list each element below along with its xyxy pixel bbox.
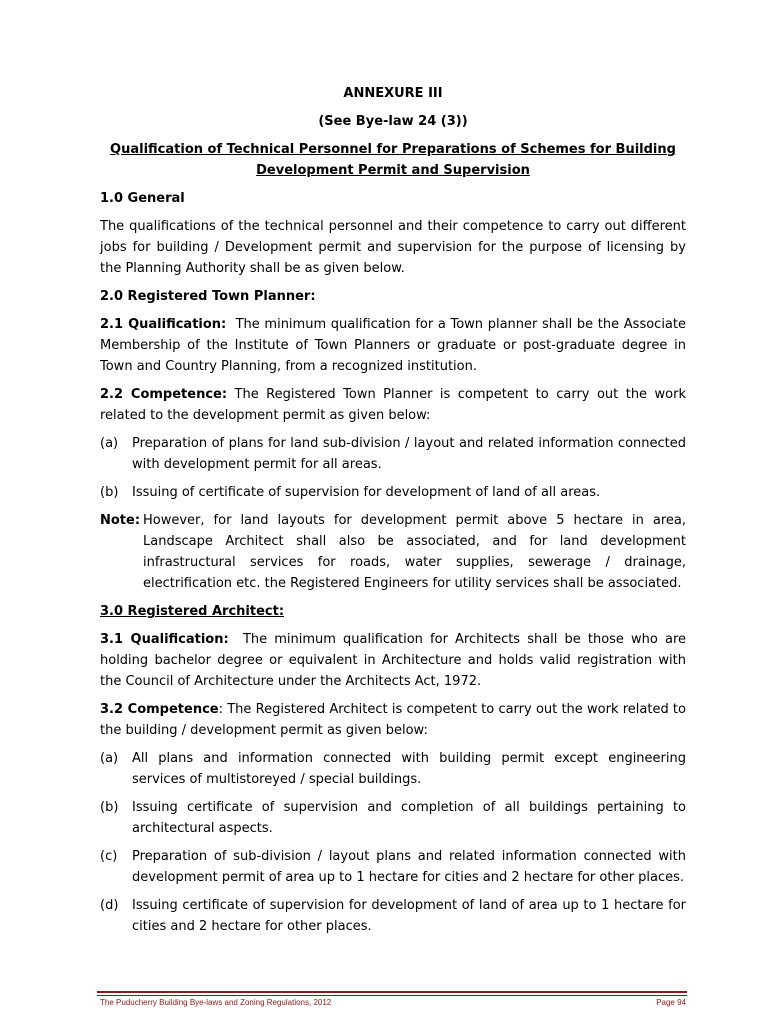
section-3-2-text: : The Registered Architect is competent to carry out the work related to the building / development permit as given below: xyxy=(100,702,686,738)
list-item xyxy=(100,482,686,503)
section-3-2-label: 3.2 Competence xyxy=(100,702,219,717)
section-2-heading: 2.0 Registered Town Planner: xyxy=(100,289,316,304)
document-title-line2: Development Permit and Supervision xyxy=(256,163,530,178)
list-item-text: Preparation of plans for land sub-division / layout and related information connected with development permit for all areas. xyxy=(132,436,686,472)
note-text: However, for land layouts for development permit above 5 hectare in area, Landscape Architect shall also be associated, and for land development infrastructural services for roads, water supplies, sewerage / drainage, electrification etc. the Registered Engineers for utility services shall be associated. xyxy=(143,513,686,591)
list-item-text: All plans and information connected with building permit except engineering services of multistoreyed / special buildings. xyxy=(132,751,686,787)
list-item-text: Issuing certificate of supervision and completion of all buildings pertaining to architectural aspects. xyxy=(132,800,686,836)
section-2-2-label: 2.2 Competence: xyxy=(100,387,228,402)
list-item-label: (d) xyxy=(100,898,119,913)
list-item-label: (a) xyxy=(100,751,119,766)
section-2-1-text: The minimum qualification for a Town planner shall be the Associate Membership of the Institute of Town Planners or graduate or post-graduate degree in Town and Country Planning, from a recognized institution. xyxy=(100,317,686,374)
list-item-label: (b) xyxy=(100,800,119,815)
section-2-1-label: 2.1 Qualification: xyxy=(100,317,227,332)
section-1-heading: 1.0 General xyxy=(100,191,185,206)
section-3-1-label: 3.1 Qualification: xyxy=(100,632,229,647)
section-1-text: The qualifications of the technical personnel and their competence to carry out different jobs for building / Development permit and supervision for the purpose of licensing by the Planning Authority shall be as given below. xyxy=(100,219,686,276)
list-item-text: Issuing certificate of supervision for development of land of area up to 1 hectare for cities and 2 hectare for other places. xyxy=(132,898,686,934)
section-3-1-paragraph xyxy=(100,629,686,692)
section-2-1-paragraph xyxy=(100,314,686,377)
section-3-2-paragraph xyxy=(100,699,686,741)
footer-rule-thin xyxy=(97,995,687,996)
list-item-label: (a) xyxy=(100,436,119,451)
section-2-2-text: The Registered Town Planner is competent to carry out the work related to the development permit as given below: xyxy=(100,387,686,423)
page-footer xyxy=(100,998,686,1007)
list-item xyxy=(100,797,686,839)
bye-law-reference: (See Bye-law 24 (3)) xyxy=(318,114,468,129)
note xyxy=(100,510,686,594)
section-2-2-paragraph xyxy=(100,384,686,426)
list-item xyxy=(100,895,686,937)
document-title-line1: Qualification of Technical Personnel for Preparations of Schemes for Building xyxy=(110,142,676,157)
page-number: Page 94 xyxy=(656,998,686,1007)
document-page xyxy=(100,80,686,937)
section-3-heading: 3.0 Registered Architect: xyxy=(100,604,285,619)
list-item-label: (c) xyxy=(100,849,118,864)
list-item xyxy=(100,433,686,475)
list-item-text: Issuing of certificate of supervision for development of land of all areas. xyxy=(132,485,601,500)
list-item-label: (b) xyxy=(100,485,119,500)
footer-rule xyxy=(97,991,687,993)
footer-document-title: The Puducherry Building Bye-laws and Zoning Regulations, 2012 xyxy=(100,998,332,1007)
list-item xyxy=(100,748,686,790)
note-label: Note: xyxy=(100,513,141,528)
section-3-1-text: The minimum qualification for Architects shall be those who are holding bachelor degree or equivalent in Architecture and holds valid registration with the Council of Architecture under the Architects Act, 1972. xyxy=(100,632,687,689)
annexure-title: ANNEXURE III xyxy=(343,86,443,101)
list-item xyxy=(100,846,686,888)
list-item-text: Preparation of sub-division / layout plans and related information connected with development permit of area up to 1 hectare for cities and 2 hectare for other places. xyxy=(132,849,686,885)
